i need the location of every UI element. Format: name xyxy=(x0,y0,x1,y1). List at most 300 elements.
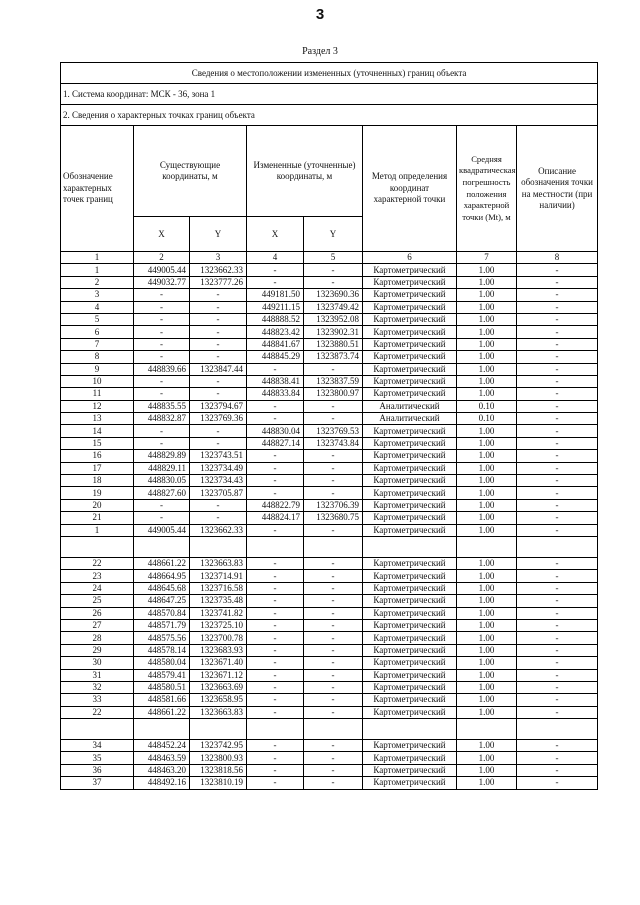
rms-error-cell: 1.00 xyxy=(457,632,517,644)
point-number-cell: 17 xyxy=(61,462,134,474)
point-number-cell: 20 xyxy=(61,499,134,511)
table-row xyxy=(61,740,598,752)
existing-y-cell: 1323700.78 xyxy=(190,632,247,644)
column-number: 7 xyxy=(457,252,517,264)
existing-y-cell: - xyxy=(190,313,247,325)
point-number-cell: 29 xyxy=(61,644,134,656)
header-changed-x: X xyxy=(247,217,304,252)
existing-y-cell: - xyxy=(190,338,247,350)
empty-cell xyxy=(457,719,517,740)
point-number-cell: 18 xyxy=(61,475,134,487)
existing-y-cell: - xyxy=(190,351,247,363)
existing-x-cell: - xyxy=(134,338,190,350)
changed-x-cell: - xyxy=(247,413,304,425)
existing-y-cell: 1323662.33 xyxy=(190,264,247,276)
point-number-cell: 4 xyxy=(61,301,134,313)
header-method: Метод определения координат характерной точки xyxy=(363,126,457,252)
page-number: 3 xyxy=(315,6,325,23)
description-cell: - xyxy=(517,706,598,718)
description-cell: - xyxy=(517,644,598,656)
changed-x-cell: - xyxy=(247,487,304,499)
changed-y-cell: 1323749.42 xyxy=(304,301,363,313)
method-cell: Картометрический xyxy=(363,462,457,474)
point-number-cell: 13 xyxy=(61,413,134,425)
empty-cell xyxy=(134,719,190,740)
changed-y-cell: 1323952.08 xyxy=(304,313,363,325)
boundary-points-table xyxy=(60,62,598,790)
changed-x-cell: 448888.52 xyxy=(247,313,304,325)
point-number-cell: 37 xyxy=(61,777,134,789)
method-cell: Картометрический xyxy=(363,264,457,276)
changed-y-cell: - xyxy=(304,264,363,276)
existing-x-cell: - xyxy=(134,425,190,437)
existing-y-cell: 1323671.12 xyxy=(190,669,247,681)
changed-x-cell: - xyxy=(247,706,304,718)
empty-cell xyxy=(304,719,363,740)
rms-error-cell: 1.00 xyxy=(457,557,517,569)
existing-x-cell: 448664.95 xyxy=(134,570,190,582)
rms-error-cell: 1.00 xyxy=(457,450,517,462)
method-cell: Картометрический xyxy=(363,557,457,569)
existing-x-cell: 448571.79 xyxy=(134,619,190,631)
table-row xyxy=(61,557,598,569)
existing-y-cell: 1323769.36 xyxy=(190,413,247,425)
changed-x-cell: 448824.17 xyxy=(247,512,304,524)
changed-x-cell: - xyxy=(247,777,304,789)
rms-error-cell: 1.00 xyxy=(457,338,517,350)
table-row xyxy=(61,524,598,536)
existing-y-cell: 1323742.95 xyxy=(190,740,247,752)
existing-x-cell: 448463.59 xyxy=(134,752,190,764)
description-cell: - xyxy=(517,694,598,706)
header-changed-coords: Измененные (уточненные) координаты, м xyxy=(247,126,363,217)
method-cell: Картометрический xyxy=(363,632,457,644)
table-row xyxy=(61,499,598,511)
table-row xyxy=(61,512,598,524)
column-number: 8 xyxy=(517,252,598,264)
existing-y-cell: 1323734.49 xyxy=(190,462,247,474)
existing-y-cell: 1323800.93 xyxy=(190,752,247,764)
table-row xyxy=(61,289,598,301)
empty-cell xyxy=(363,536,457,557)
description-cell: - xyxy=(517,326,598,338)
changed-x-cell: - xyxy=(247,632,304,644)
existing-y-cell: 1323777.26 xyxy=(190,276,247,288)
changed-y-cell: - xyxy=(304,777,363,789)
existing-x-cell: 448839.66 xyxy=(134,363,190,375)
table-row xyxy=(61,351,598,363)
point-number-cell: 10 xyxy=(61,375,134,387)
changed-x-cell: - xyxy=(247,557,304,569)
existing-x-cell: - xyxy=(134,512,190,524)
existing-y-cell: 1323818.56 xyxy=(190,764,247,776)
method-cell: Картометрический xyxy=(363,669,457,681)
table-row xyxy=(61,400,598,412)
empty-cell xyxy=(247,536,304,557)
rms-error-cell: 1.00 xyxy=(457,657,517,669)
table-row xyxy=(61,764,598,776)
existing-x-cell: 448830.05 xyxy=(134,475,190,487)
method-cell: Картометрический xyxy=(363,764,457,776)
changed-x-cell: 449211.15 xyxy=(247,301,304,313)
table-row xyxy=(61,752,598,764)
existing-x-cell: - xyxy=(134,313,190,325)
point-number-cell: 22 xyxy=(61,557,134,569)
changed-y-cell: 1323837.59 xyxy=(304,375,363,387)
table-row xyxy=(61,450,598,462)
point-number-cell: 35 xyxy=(61,752,134,764)
table-row xyxy=(61,644,598,656)
rms-error-cell: 0.10 xyxy=(457,400,517,412)
column-number: 2 xyxy=(134,252,190,264)
table-row xyxy=(61,313,598,325)
section-title: Раздел 3 xyxy=(302,46,338,57)
point-number-cell: 7 xyxy=(61,338,134,350)
point-number-cell: 31 xyxy=(61,669,134,681)
header-existing-coords: Существующие координаты, м xyxy=(134,126,247,217)
empty-cell xyxy=(190,719,247,740)
rms-error-cell: 1.00 xyxy=(457,289,517,301)
changed-y-cell: - xyxy=(304,740,363,752)
point-number-cell: 36 xyxy=(61,764,134,776)
rms-error-cell: 1.00 xyxy=(457,752,517,764)
point-number-cell: 23 xyxy=(61,570,134,582)
existing-y-cell: - xyxy=(190,437,247,449)
rms-error-cell: 1.00 xyxy=(457,681,517,693)
changed-x-cell: 448823.42 xyxy=(247,326,304,338)
existing-y-cell: 1323658.95 xyxy=(190,694,247,706)
changed-x-cell: 448830.04 xyxy=(247,425,304,437)
table-row xyxy=(61,264,598,276)
changed-x-cell: - xyxy=(247,276,304,288)
changed-y-cell: - xyxy=(304,764,363,776)
description-cell: - xyxy=(517,764,598,776)
existing-y-cell: 1323662.33 xyxy=(190,524,247,536)
existing-x-cell: 449005.44 xyxy=(134,264,190,276)
point-number-cell: 1 xyxy=(61,264,134,276)
existing-x-cell: - xyxy=(134,437,190,449)
header-point-designation: Обозначение характерных точек границ xyxy=(61,126,134,252)
method-cell: Картометрический xyxy=(363,644,457,656)
rms-error-cell: 1.00 xyxy=(457,595,517,607)
existing-y-cell: 1323663.83 xyxy=(190,557,247,569)
empty-cell xyxy=(363,719,457,740)
description-cell: - xyxy=(517,595,598,607)
existing-y-cell: 1323663.83 xyxy=(190,706,247,718)
existing-x-cell: 448829.11 xyxy=(134,462,190,474)
changed-x-cell: - xyxy=(247,450,304,462)
header-description: Описание обозначения точки на местности (при наличии) xyxy=(517,126,598,252)
method-cell: Картометрический xyxy=(363,777,457,789)
rms-error-cell: 1.00 xyxy=(457,326,517,338)
changed-y-cell: - xyxy=(304,413,363,425)
changed-x-cell: - xyxy=(247,764,304,776)
changed-x-cell: 448841.67 xyxy=(247,338,304,350)
changed-x-cell: - xyxy=(247,607,304,619)
description-cell: - xyxy=(517,607,598,619)
point-number-cell: 3 xyxy=(61,289,134,301)
changed-y-cell: - xyxy=(304,557,363,569)
rms-error-cell: 1.00 xyxy=(457,619,517,631)
description-cell: - xyxy=(517,499,598,511)
existing-y-cell: 1323683.93 xyxy=(190,644,247,656)
table-row xyxy=(61,582,598,594)
table-row xyxy=(61,425,598,437)
changed-y-cell: - xyxy=(304,644,363,656)
changed-y-cell: - xyxy=(304,363,363,375)
changed-y-cell: - xyxy=(304,681,363,693)
empty-cell xyxy=(517,536,598,557)
description-cell: - xyxy=(517,740,598,752)
column-number: 3 xyxy=(190,252,247,264)
point-number-cell: 21 xyxy=(61,512,134,524)
description-cell: - xyxy=(517,351,598,363)
column-number: 4 xyxy=(247,252,304,264)
changed-y-cell: 1323706.39 xyxy=(304,499,363,511)
group-separator xyxy=(61,719,598,740)
changed-y-cell: - xyxy=(304,400,363,412)
table-row xyxy=(61,388,598,400)
table-row xyxy=(61,706,598,718)
existing-y-cell: 1323663.69 xyxy=(190,681,247,693)
existing-x-cell: - xyxy=(134,375,190,387)
existing-x-cell: - xyxy=(134,388,190,400)
changed-y-cell: 1323743.84 xyxy=(304,437,363,449)
table-row xyxy=(61,437,598,449)
changed-y-cell: 1323873.74 xyxy=(304,351,363,363)
coordinate-system: 1. Система координат: МСК - 36, зона 1 xyxy=(61,84,598,105)
method-cell: Картометрический xyxy=(363,607,457,619)
existing-y-cell: - xyxy=(190,289,247,301)
table-row xyxy=(61,777,598,789)
description-cell: - xyxy=(517,512,598,524)
changed-y-cell: 1323902.31 xyxy=(304,326,363,338)
table-row xyxy=(61,301,598,313)
empty-cell xyxy=(134,536,190,557)
table-row xyxy=(61,475,598,487)
rms-error-cell: 0.10 xyxy=(457,413,517,425)
table-row xyxy=(61,632,598,644)
existing-x-cell: 448580.51 xyxy=(134,681,190,693)
empty-cell xyxy=(457,536,517,557)
description-cell: - xyxy=(517,338,598,350)
rms-error-cell: 1.00 xyxy=(457,607,517,619)
empty-cell xyxy=(61,719,134,740)
changed-y-cell: 1323690.36 xyxy=(304,289,363,301)
existing-y-cell: - xyxy=(190,499,247,511)
method-cell: Картометрический xyxy=(363,388,457,400)
changed-x-cell: - xyxy=(247,740,304,752)
existing-x-cell: - xyxy=(134,326,190,338)
description-cell: - xyxy=(517,363,598,375)
point-number-cell: 25 xyxy=(61,595,134,607)
point-number-cell: 28 xyxy=(61,632,134,644)
description-cell: - xyxy=(517,400,598,412)
changed-x-cell: - xyxy=(247,524,304,536)
method-cell: Картометрический xyxy=(363,475,457,487)
rms-error-cell: 1.00 xyxy=(457,437,517,449)
description-cell: - xyxy=(517,681,598,693)
rms-error-cell: 1.00 xyxy=(457,499,517,511)
description-cell: - xyxy=(517,313,598,325)
existing-x-cell: 448829.89 xyxy=(134,450,190,462)
changed-x-cell: - xyxy=(247,363,304,375)
changed-x-cell: 448845.29 xyxy=(247,351,304,363)
table-row xyxy=(61,276,598,288)
changed-y-cell: - xyxy=(304,694,363,706)
changed-y-cell: - xyxy=(304,632,363,644)
table-title: Сведения о местоположении измененных (уточненных) границ объекта xyxy=(61,63,598,84)
changed-x-cell: 448833.84 xyxy=(247,388,304,400)
method-cell: Картометрический xyxy=(363,740,457,752)
existing-x-cell: 449032.77 xyxy=(134,276,190,288)
method-cell: Картометрический xyxy=(363,752,457,764)
rms-error-cell: 1.00 xyxy=(457,276,517,288)
description-cell: - xyxy=(517,524,598,536)
rms-error-cell: 1.00 xyxy=(457,363,517,375)
empty-cell xyxy=(517,719,598,740)
existing-x-cell: 448581.66 xyxy=(134,694,190,706)
method-cell: Аналитический xyxy=(363,413,457,425)
empty-cell xyxy=(247,719,304,740)
header-rms-error: Средняя квадратическая погрешность положения характерной точки (Mt), м xyxy=(457,126,517,252)
existing-x-cell: - xyxy=(134,289,190,301)
existing-y-cell: 1323741.82 xyxy=(190,607,247,619)
table-row xyxy=(61,375,598,387)
existing-y-cell: - xyxy=(190,388,247,400)
changed-x-cell: - xyxy=(247,669,304,681)
changed-x-cell: - xyxy=(247,644,304,656)
description-cell: - xyxy=(517,632,598,644)
changed-y-cell: 1323880.51 xyxy=(304,338,363,350)
description-cell: - xyxy=(517,437,598,449)
rms-error-cell: 1.00 xyxy=(457,777,517,789)
method-cell: Картометрический xyxy=(363,289,457,301)
method-cell: Картометрический xyxy=(363,619,457,631)
existing-y-cell: - xyxy=(190,512,247,524)
changed-x-cell: 448827.14 xyxy=(247,437,304,449)
points-heading: 2. Сведения о характерных точках границ объекта xyxy=(61,105,598,126)
header-existing-y: Y xyxy=(190,217,247,252)
rms-error-cell: 1.00 xyxy=(457,764,517,776)
existing-x-cell: 448452.24 xyxy=(134,740,190,752)
description-cell: - xyxy=(517,264,598,276)
rms-error-cell: 1.00 xyxy=(457,375,517,387)
table-row xyxy=(61,413,598,425)
rms-error-cell: 1.00 xyxy=(457,425,517,437)
rms-error-cell: 1.00 xyxy=(457,313,517,325)
existing-x-cell: 448647.25 xyxy=(134,595,190,607)
method-cell: Аналитический xyxy=(363,400,457,412)
table-row xyxy=(61,657,598,669)
method-cell: Картометрический xyxy=(363,512,457,524)
rms-error-cell: 1.00 xyxy=(457,264,517,276)
rms-error-cell: 1.00 xyxy=(457,740,517,752)
existing-y-cell: - xyxy=(190,326,247,338)
existing-x-cell: 448575.56 xyxy=(134,632,190,644)
existing-x-cell: 448492.16 xyxy=(134,777,190,789)
description-cell: - xyxy=(517,582,598,594)
existing-x-cell: 448835.55 xyxy=(134,400,190,412)
method-cell: Картометрический xyxy=(363,375,457,387)
changed-x-cell: - xyxy=(247,619,304,631)
changed-y-cell: - xyxy=(304,570,363,582)
changed-y-cell: - xyxy=(304,752,363,764)
changed-y-cell: - xyxy=(304,706,363,718)
table-row xyxy=(61,326,598,338)
column-number: 6 xyxy=(363,252,457,264)
changed-x-cell: 448838.41 xyxy=(247,375,304,387)
point-number-cell: 30 xyxy=(61,657,134,669)
existing-y-cell: - xyxy=(190,301,247,313)
existing-x-cell: 448578.14 xyxy=(134,644,190,656)
description-cell: - xyxy=(517,425,598,437)
table-row xyxy=(61,669,598,681)
rms-error-cell: 1.00 xyxy=(457,301,517,313)
method-cell: Картометрический xyxy=(363,681,457,693)
table-row xyxy=(61,619,598,631)
rms-error-cell: 1.00 xyxy=(457,475,517,487)
changed-x-cell: - xyxy=(247,657,304,669)
changed-x-cell: - xyxy=(247,570,304,582)
existing-x-cell: 448580.04 xyxy=(134,657,190,669)
description-cell: - xyxy=(517,375,598,387)
point-number-cell: 11 xyxy=(61,388,134,400)
point-number-cell: 9 xyxy=(61,363,134,375)
method-cell: Картометрический xyxy=(363,582,457,594)
description-cell: - xyxy=(517,450,598,462)
description-cell: - xyxy=(517,475,598,487)
method-cell: Картометрический xyxy=(363,706,457,718)
description-cell: - xyxy=(517,619,598,631)
changed-x-cell: - xyxy=(247,752,304,764)
point-number-cell: 8 xyxy=(61,351,134,363)
point-number-cell: 27 xyxy=(61,619,134,631)
changed-y-cell: - xyxy=(304,276,363,288)
existing-x-cell: 448570.84 xyxy=(134,607,190,619)
existing-y-cell: 1323810.19 xyxy=(190,777,247,789)
point-number-cell: 15 xyxy=(61,437,134,449)
existing-y-cell: 1323794.67 xyxy=(190,400,247,412)
point-number-cell: 16 xyxy=(61,450,134,462)
header-existing-x: X xyxy=(134,217,190,252)
changed-y-cell: - xyxy=(304,657,363,669)
point-number-cell: 33 xyxy=(61,694,134,706)
changed-y-cell: 1323769.53 xyxy=(304,425,363,437)
table-row xyxy=(61,338,598,350)
changed-y-cell: - xyxy=(304,462,363,474)
existing-y-cell: 1323734.43 xyxy=(190,475,247,487)
rms-error-cell: 1.00 xyxy=(457,524,517,536)
changed-y-cell: - xyxy=(304,487,363,499)
rms-error-cell: 1.00 xyxy=(457,512,517,524)
changed-x-cell: 448822.79 xyxy=(247,499,304,511)
changed-x-cell: 449181.50 xyxy=(247,289,304,301)
description-cell: - xyxy=(517,657,598,669)
method-cell: Картометрический xyxy=(363,425,457,437)
empty-cell xyxy=(304,536,363,557)
table-row xyxy=(61,607,598,619)
existing-x-cell: 448661.22 xyxy=(134,557,190,569)
method-cell: Картометрический xyxy=(363,313,457,325)
changed-x-cell: - xyxy=(247,264,304,276)
rms-error-cell: 1.00 xyxy=(457,582,517,594)
existing-x-cell: - xyxy=(134,499,190,511)
empty-cell xyxy=(61,536,134,557)
point-number-cell: 32 xyxy=(61,681,134,693)
description-cell: - xyxy=(517,276,598,288)
existing-y-cell: 1323743.51 xyxy=(190,450,247,462)
